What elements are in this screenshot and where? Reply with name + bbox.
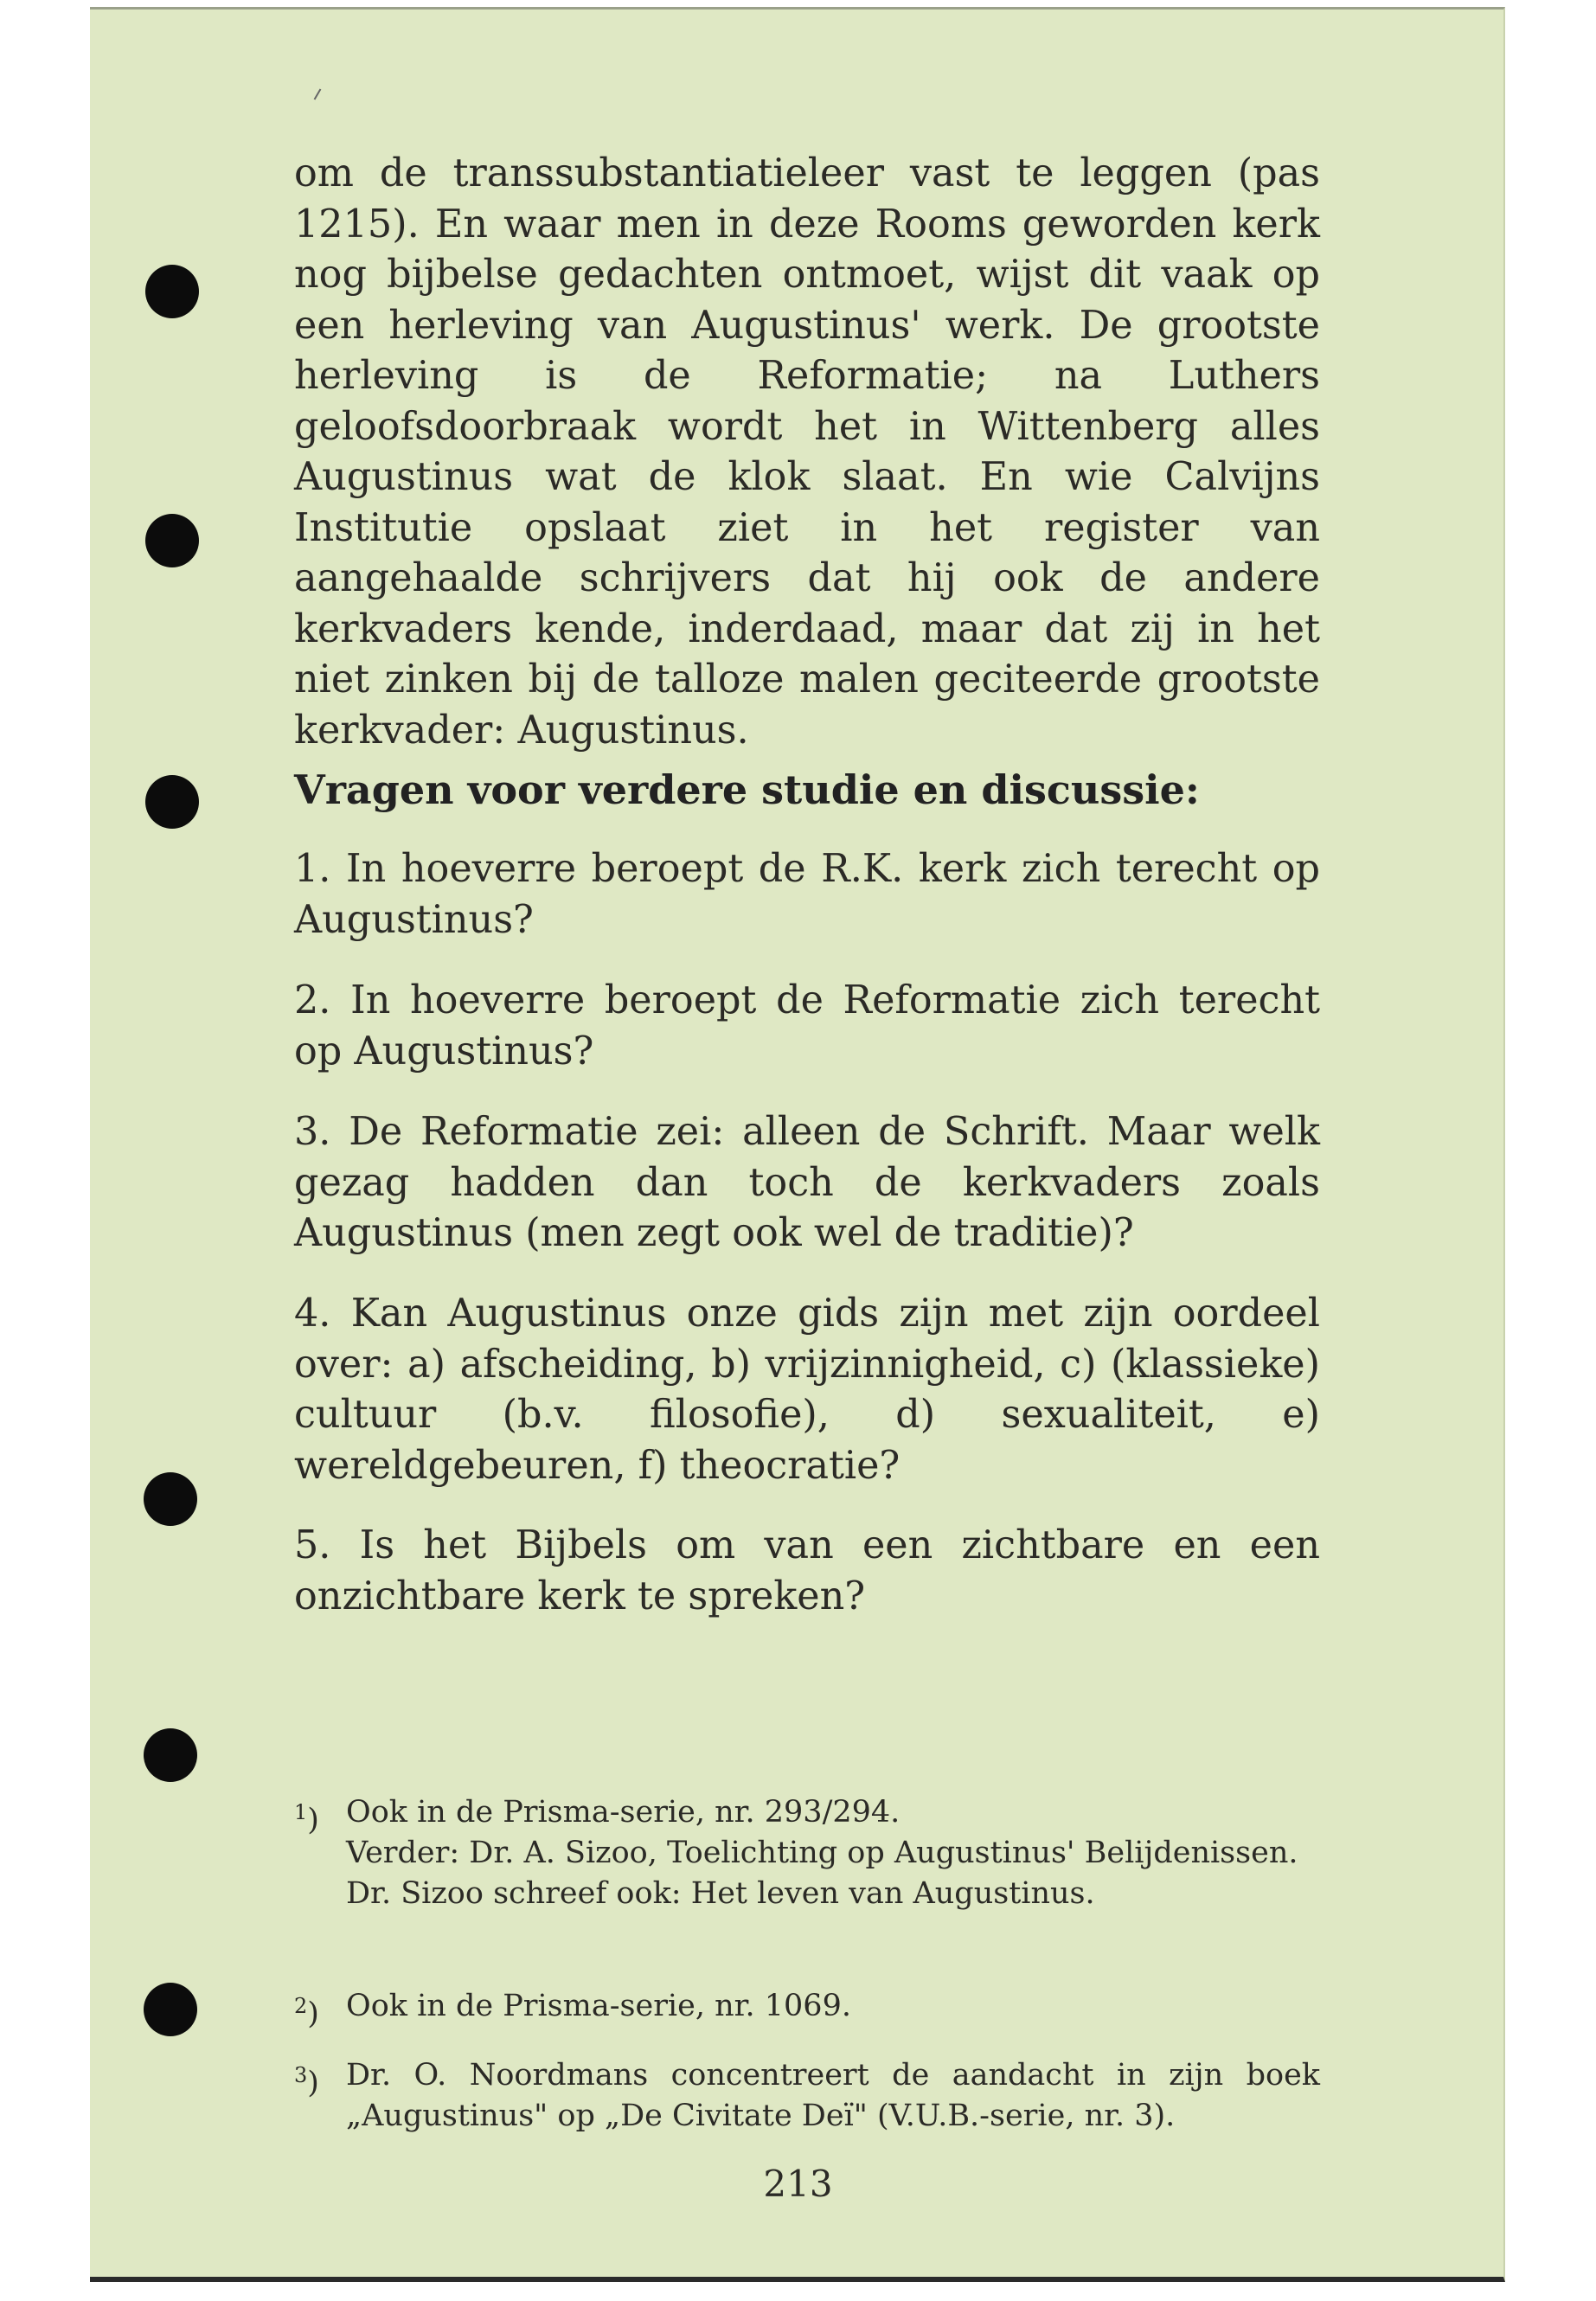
question-2: 2. In hoeverre beroept de Reformatie zich terecht op Augustinus? xyxy=(294,978,1320,1074)
footnote-line: Ook in de Prisma-serie, nr. 293/294. xyxy=(346,1795,901,1830)
footnote-line: Ook in de Prisma-serie, nr. 1069. xyxy=(346,1989,851,2023)
footnote-2 xyxy=(294,1986,1320,2031)
punch-hole-5 xyxy=(144,1728,197,1782)
footnote-3 xyxy=(294,2055,1320,2137)
footnote-mark: $^2$) xyxy=(294,1994,319,2031)
punch-hole-2 xyxy=(145,514,199,567)
footnote-mark: $^1$) xyxy=(294,1800,319,1837)
question-5: 5. Is het Bijbels om van een zichtbare en een onzichtbare kerk te spreken? xyxy=(294,1523,1320,1618)
footnote-line: Verder: Dr. A. Sizoo, Toelichting op Augustinus' Belijdenissen. xyxy=(346,1836,1298,1870)
page-number: 213 xyxy=(763,2163,833,2205)
questions-heading: Vragen voor verdere studie en discussie: xyxy=(294,766,1200,813)
footnote-1 xyxy=(294,1792,1320,1914)
question-3: 3. De Reformatie zei: alleen de Schrift. Maar welk gezag hadden dan toch de kerkvaders zoals Augustinus (men zegt ook wel de traditie)? xyxy=(294,1110,1320,1255)
punch-hole-6 xyxy=(144,1983,197,2036)
footnote-mark: $^3$) xyxy=(294,2063,319,2100)
punch-hole-1 xyxy=(145,265,199,318)
punch-hole-4 xyxy=(144,1472,197,1526)
question-4: 4. Kan Augustinus onze gids zijn met zijn oordeel over: a) afscheiding, b) vrijzinnigheid, c) (klassieke) cultuur (b.v. filosofie), d) sexualiteit, e) wereldgebeuren, f) theocratie? xyxy=(294,1292,1320,1488)
footnote-line: Dr. Sizoo schreef ook: Het leven van Augustinus. xyxy=(346,1876,1095,1911)
question-1: 1. In hoeverre beroept de R.K. kerk zich terecht op Augustinus? xyxy=(294,847,1320,942)
punch-hole-3 xyxy=(145,775,199,829)
body-paragraph: om de transsubstantiatieleer vast te leggen (pas 1215). En waar men in deze Rooms geworden kerk nog bijbelse gedachten ontmoet, wijst dit vaak op een herleving van Augustinus' werk. De grootste herleving is de Reformatie; na Luthers geloofsdoorbraak wordt het in Wittenberg alles Augustinus wat de klok slaat. En wie Calvijns Institutie opslaat ziet in het register van aangehaalde schrijvers dat hij ook de andere kerkvaders kende, inderdaad, maar dat zij in het niet zinken bij de talloze malen geciteerde grootste kerkvader: Augustinus. xyxy=(294,151,1320,753)
footnote-line: Dr. O. Noordmans concentreert de aandacht in zijn boek „Augustinus" op „De Civitate Deï" (V.U.B.-serie, nr. 3). xyxy=(346,2058,1320,2133)
